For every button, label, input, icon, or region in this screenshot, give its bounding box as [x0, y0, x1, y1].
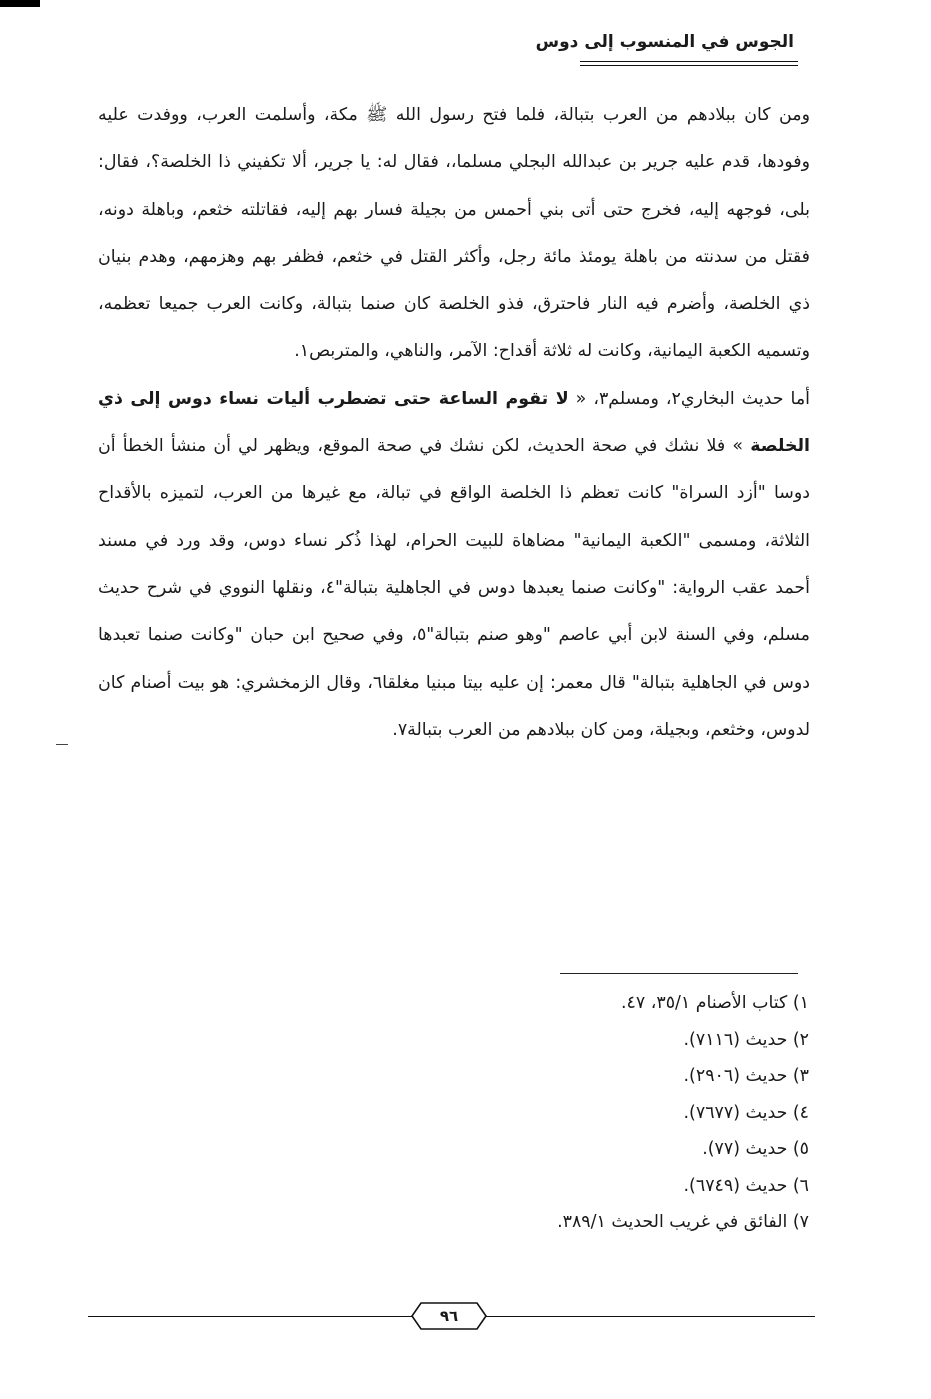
header-rule-upper [580, 61, 798, 62]
footnote-5: ٥) حديث (٧٧). [702, 1139, 809, 1159]
paragraph-2 [98, 376, 810, 754]
footnote-separator [560, 973, 798, 974]
footnote-6: ٦) حديث (٦٧٤٩). [683, 1175, 809, 1196]
footnote-4: ٤) حديث (٧٦٧٧). [683, 1102, 809, 1123]
margin-mark [56, 744, 68, 745]
main-body-text [98, 92, 810, 754]
footnote-2: ٢) حديث (٧١١٦). [683, 1029, 809, 1050]
page-number: ٩٦ [439, 1307, 459, 1325]
footnote-1: ١) كتاب الأصنام ٣٥/١، ٤٧. [620, 993, 809, 1013]
scan-edge-mark [0, 0, 40, 7]
footnote-3: ٣) حديث (٢٩٠٦). [683, 1066, 809, 1086]
footnotes [309, 985, 809, 1241]
page-rule-right [485, 1316, 815, 1317]
page-rule-left [88, 1316, 413, 1317]
hadith-quote: لا تقوم الساعة حتى تضطرب أليات نساء دوس إلى ذي الخلصة [98, 388, 810, 457]
running-header-title: الجوس في المنسوب إلى دوس [535, 32, 794, 52]
paragraph-1: ومن كان ببلادهم من العرب بتبالة، فلما فتح رسول الله ﷺ مكة، وأسلمت العرب، ووفدت عليه وفودها، قدم عليه جرير بن عبدالله البجلي مسلما،، فقال له: يا جرير، ألا تكفيني ذا الخلصة؟، فقال: بلى، فوجهه إليه، فخرج حتى أتى بني أحمس من بجيلة فسار بهم إليه، فقاتلته خثعم، وباهلة دونه، فقتل من سدنته من باهلة يومئذ مائة رجل، وأكثر القتل في خثعم، فظفر بهم وهزمهم، وهدم بنيان ذي الخلصة، وأضرم فيه النار فاحترق، فذو الخلصة كان صنما بتبالة، وكانت العرب جميعا تعظمه، وتسميه الكعبة اليمانية، وكانت له ثلاثة أقداح: الآمر، والناهي، والمتربص١. [98, 105, 810, 362]
paragraph-2-lead: أما حديث البخاري٢، ومسلم٣، « [568, 388, 811, 409]
paragraph-2-rest: » فلا نشك في صحة الحديث، لكن نشك في صحة الموقع، ويظهر لي أن منشأ الخطأ أن دوسا "أزد السراة" كانت تعظم ذا الخلصة الواقع في تبالة، مع غيرها من العرب، لتميزه بالأقداح الثلاثة، ومسمى "الكعبة اليمانية" مضاهاة للبيت الحرام، لهذا ذُكر نساء دوس، وقد ورد في مسند أحمد عقب الرواية: "وكانت صنما يعبدها دوس في الجاهلية بتبالة"٤، ونقلها النووي في شرح حديث مسلم، وفي السنة لابن أبي عاصم "وهو صنم بتبالة"٥، وفي صحيح ابن حبان "وكانت صنما تعبدها دوس في الجاهلية بتبالة" قال معمر: إن عليه بيتا مبنيا مغلقا٦، وقال الزمخشري: هو بيت أصنام كان لدوس، وخثعم، وبجيلة، ومن كان ببلادهم من العرب بتبالة٧. [98, 436, 811, 740]
footnote-7: ٧) الفائق في غريب الحديث ٣٨٩/١. [557, 1212, 809, 1232]
header-rule-lower [580, 65, 798, 66]
